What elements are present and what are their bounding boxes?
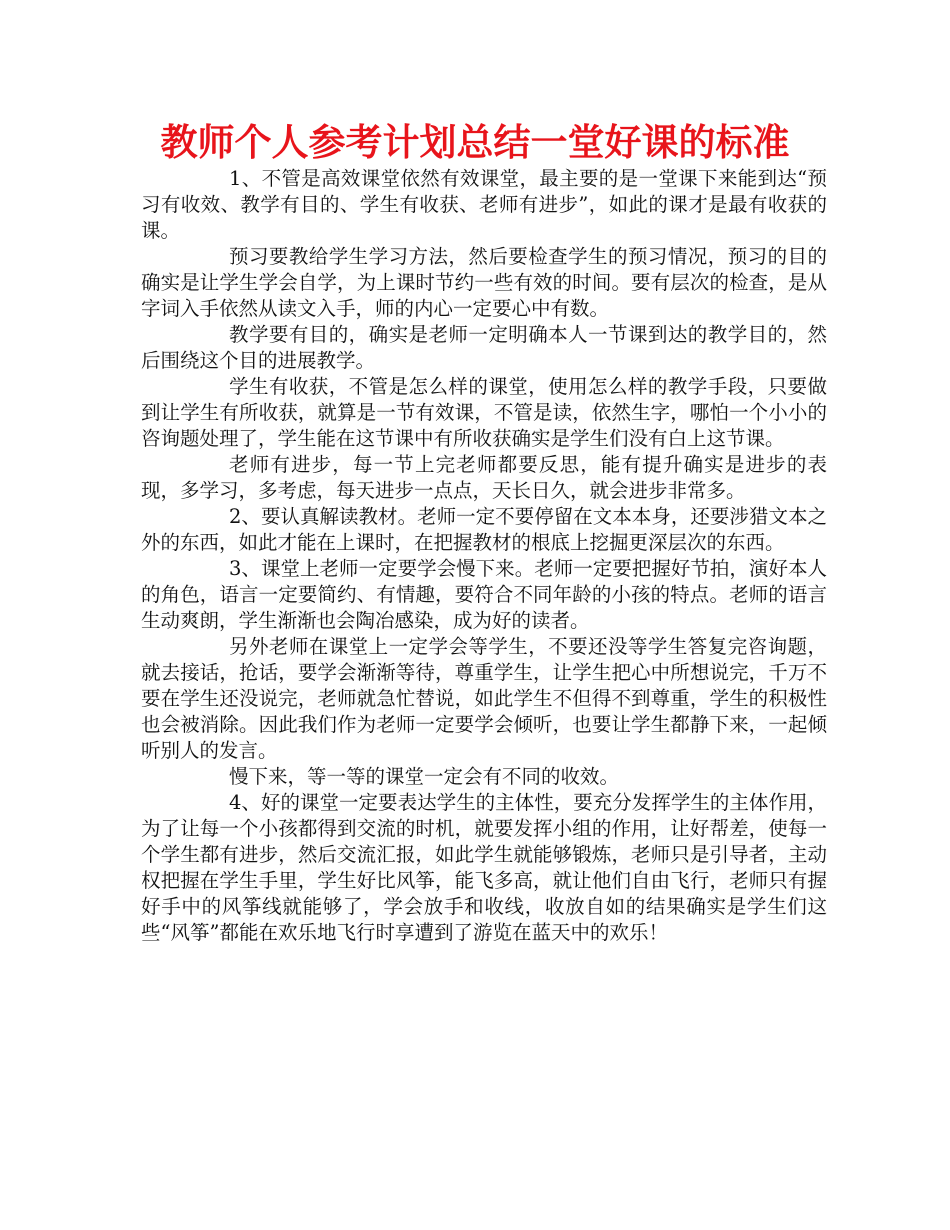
paragraph: 3、课堂上老师一定要学会慢下来。老师一定要把握好节拍，演好本人的角色，语言一定要简约、有情趣，要符合不同年龄的小孩的特点。老师的语言生动爽朗，学生渐渐也会陶冶感染，成为好的读者。 bbox=[141, 557, 827, 632]
paragraph: 1、不管是高效课堂依然有效课堂，最主要的是一堂课下来能到达“预习有收效、教学有目的、学生有收获、老师有进步”，如此的课才是最有收获的课。 bbox=[141, 167, 827, 242]
paragraph: 2、要认真解读教材。老师一定不要停留在文本本身，还要涉猎文本之外的东西，如此才能在上课时，在把握教材的根底上挖掘更深层次的东西。 bbox=[141, 505, 827, 554]
paragraph: 另外老师在课堂上一定学会等学生，不要还没等学生答复完咨询题，就去接话，抢话，要学会渐渐等待，尊重学生，让学生把心中所想说完，千万不要在学生还没说完，老师就急忙替说，如此学生不但得不到尊重，学生的积极性也会被消除。因此我们作为老师一定要学会倾听，也要让学生都静下来，一起倾听别人的发言。 bbox=[141, 635, 827, 762]
paragraph: 老师有进步，每一节上完老师都要反思，能有提升确实是进步的表现，多学习，多考虑，每天进步一点点，天长日久，就会进步非常多。 bbox=[141, 453, 827, 502]
paragraph: 学生有收获，不管是怎么样的课堂，使用怎么样的教学手段，只要做到让学生有所收获，就算是一节有效课，不管是读，依然生字，哪怕一个小小的咨询题处理了，学生能在这节课中有所收获确实是学生们没有白上这节课。 bbox=[141, 375, 827, 450]
paragraph: 慢下来，等一等的课堂一定会有不同的收效。 bbox=[229, 765, 620, 788]
document-body bbox=[141, 166, 827, 946]
paragraph: 教学要有目的，确实是老师一定明确本人一节课到达的教学目的，然后围绕这个目的进展教学。 bbox=[141, 323, 827, 372]
paragraph: 4、好的课堂一定要表达学生的主体性，要充分发挥学生的主体作用，为了让每一个小孩都得到交流的时机，就要发挥小组的作用，让好帮差，使每一个学生都有进步，然后交流汇报，如此学生就能够锻炼，老师只是引导者，主动权把握在学生手里，学生好比风筝，能飞多高，就让他们自由飞行，老师只有握好手中的风筝线就能够了，学会放手和收线，收放自如的结果确实是学生们这些“风筝”都能在欢乐地飞行时享遭到了游览在蓝天中的欢乐！ bbox=[141, 791, 827, 944]
document-title: 教师个人参考计划总结一堂好课的标准 bbox=[160, 121, 790, 164]
paragraph: 预习要教给学生学习方法，然后要检查学生的预习情况，预习的目的确实是让学生学会自学，为上课时节约一些有效的时间。要有层次的检查，是从字词入手依然从读文入手，师的内心一定要心中有数。 bbox=[141, 245, 827, 320]
